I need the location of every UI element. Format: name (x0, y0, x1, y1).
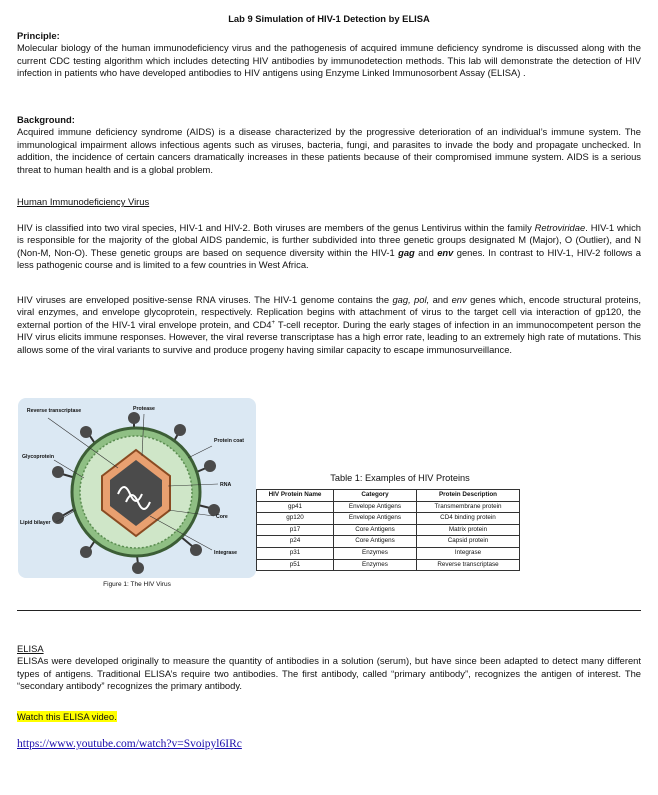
label-protease: Protease (133, 406, 155, 412)
table-cell: gp41 (257, 501, 334, 513)
table-cell: Reverse transcriptase (417, 559, 520, 571)
principle-section (17, 30, 641, 80)
table-cell: Core Antigens (334, 524, 417, 536)
label-lipid-bilayer: Lipid bilayer (20, 520, 51, 526)
video-line (17, 711, 641, 723)
hiv-virus-illustration (18, 398, 256, 578)
table-header-cell: HIV Protein Name (257, 490, 334, 502)
hiv-p2-genes: gag, pol, (392, 294, 430, 305)
table-cell: Envelope Antigens (334, 513, 417, 525)
table-row (257, 513, 520, 525)
table-cell: Capsid protein (417, 536, 520, 548)
label-core: Core (216, 514, 228, 520)
table-row (257, 536, 520, 548)
hiv-p2-text-a: HIV viruses are enveloped positive-sense RNA viruses. The HIV-1 genome contains the (17, 294, 393, 305)
section-divider (17, 610, 641, 611)
elisa-text: ELISAs were developed originally to measure the quantity of antibodies in a solution (serum), but have since been adapted to detect many different types of antigens. Traditional ELISA’s require two antibodies. The first antibody, called “primary antibody”, recognizes the antigen of interest. The “secondary antibody” recognizes the primary antibody. (17, 655, 641, 692)
table-cell: Transmembrane protein (417, 501, 520, 513)
label-protein-coat: Protein coat (214, 438, 244, 444)
table-cell: gp120 (257, 513, 334, 525)
label-glycoprotein: Glycoprotein (22, 454, 54, 460)
table-cell: Enzymes (334, 547, 417, 559)
hiv-paragraph-1 (17, 222, 641, 272)
figure-caption: Figure 1: The HIV Virus (103, 581, 171, 588)
label-reverse-transcriptase: Reverse transcriptase (26, 408, 82, 414)
hiv-p1-text-b: . HIV-1 which is responsible for the majority of the global AIDS pandemic, is further subdivided into three genetic groups designated M (Major), O (Outlier), and N (Non-M, Non-O). These genetic groups are based on sequence diversity within the HIV-1 (17, 222, 641, 258)
elisa-heading: ELISA (17, 643, 44, 654)
hiv-p1-env: env (437, 246, 454, 258)
hiv-p2-env: env (451, 294, 467, 305)
elisa-section (17, 643, 641, 693)
table-cell: CD4 binding protein (417, 513, 520, 525)
label-integrase: Integrase (214, 550, 238, 556)
page-title: Lab 9 Simulation of HIV-1 Detection by ELISA (228, 13, 430, 24)
hiv-p2-text-c: genes which, encode structural proteins, viral enzymes, and envelope glycoprotein, respectively. Replication begins with attachment of virus to the target cell via interaction of gp120, the external portion of the HIV-1 viral envelope protein, and CD4 (17, 294, 641, 330)
video-link-line (17, 738, 641, 750)
table-header-row (257, 490, 520, 502)
table-cell: Integrase (417, 547, 520, 559)
table-cell: p51 (257, 559, 334, 571)
table-cell: p31 (257, 547, 334, 559)
watch-video-text: Watch this ELISA video. (17, 711, 117, 722)
table-header-cell: Protein Description (417, 490, 520, 502)
table-row (257, 547, 520, 559)
table-row (257, 501, 520, 513)
hiv-p1-family: Retroviridae (534, 222, 586, 233)
background-section (17, 114, 641, 176)
hiv-p2-text-d: T-cell receptor. During the early stages of infection in an immunocompetent person the HIV virus elicits immune responses. However, the viral reverse transcriptase has a high error rate, leading to an extremely high rate of mutations. This allows some of the viral variants to survive and produce progeny having similar capacity to escape immunosurveillance. (17, 318, 642, 355)
principle-text: Molecular biology of the human immunodeficiency virus and the pathogenesis of acquired immune deficiency syndrome is discussed along with the current CDC testing algorithm which includes detecting HIV antibodies by immunodetection methods. This lab will demonstrate the detection of HIV infection in patients who have developed antibodies to HIV antigens using Enzyme Linked Immunosorbent Assay (ELISA) . (17, 42, 641, 79)
table-cell: Enzymes (334, 559, 417, 571)
hiv-p2-sup: + (271, 319, 276, 326)
label-rna: RNA (220, 482, 232, 488)
table-header-cell: Category (334, 490, 417, 502)
table-cell: Matrix protein (417, 524, 520, 536)
table-cell: Core Antigens (334, 536, 417, 548)
table-cell: Envelope Antigens (334, 501, 417, 513)
hiv-p1-gag: gag (398, 246, 415, 258)
hiv-p1-text-d: genes. In contrast to HIV-1, HIV-2 follows a less pathogenic course and is limited to a few countries in West Africa. (17, 246, 641, 271)
background-text: Acquired immune deficiency syndrome (AIDS) is a disease characterized by the progressive deterioration of an individual’s immune system. The immunological impairment allows infectious agents such as viruses, bacteria, fungi, and parasites to invade the body and propagate unchecked. In addition, the incidence of certain cancers dramatically increases in these patients because of their compromised immune system. AIDS is a serious threat to human health and is a global problem. (17, 126, 641, 175)
background-heading: Background: (17, 114, 75, 125)
hiv-p1-text-c: and (414, 246, 438, 258)
table-cell: p24 (257, 536, 334, 548)
table-row (257, 559, 520, 571)
hiv-heading-block (17, 196, 641, 208)
hiv-p2-text-b: and (429, 294, 452, 305)
hiv-virus-figure (18, 398, 256, 594)
youtube-video-link[interactable]: https://www.youtube.com/watch?v=Svoipyl6IRc (17, 738, 242, 750)
hiv-paragraph-2 (17, 294, 641, 356)
hiv-section-heading: Human Immunodeficiency Virus (17, 196, 150, 207)
table-cell: p17 (257, 524, 334, 536)
table-title: Table 1: Examples of HIV Proteins (330, 473, 470, 483)
principle-heading: Principle: (17, 30, 60, 41)
hiv-protein-table (256, 489, 520, 571)
table-row (257, 524, 520, 536)
hiv-p1-text-a: HIV is classified into two viral species, HIV-1 and HIV-2. Both viruses are members of the genus Lentivirus within the family (17, 222, 535, 233)
